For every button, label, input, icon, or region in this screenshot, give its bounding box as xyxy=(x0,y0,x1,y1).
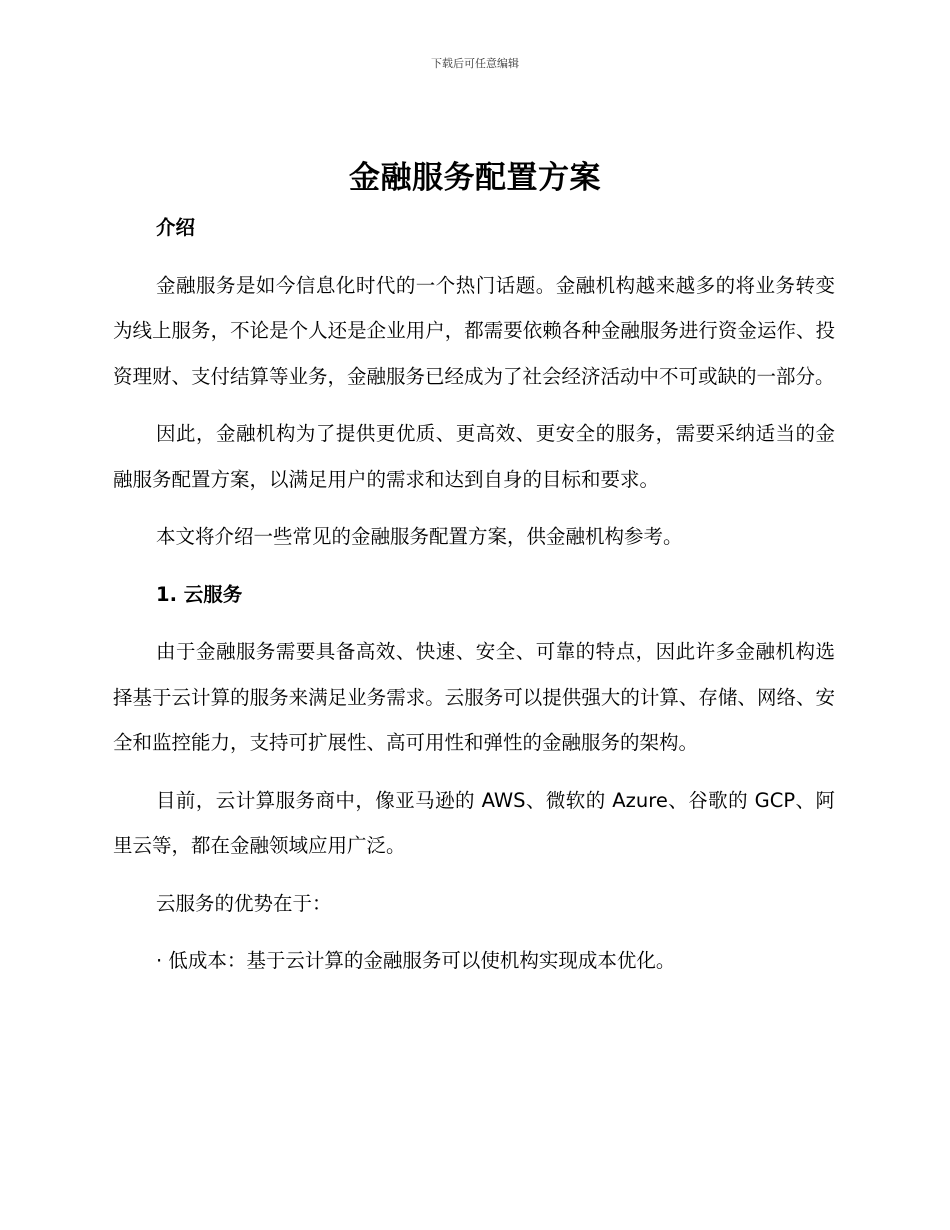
section-heading-intro: 介绍 xyxy=(156,216,196,239)
section-heading-cloud: 1. 云服务 xyxy=(156,582,243,606)
paragraph: 云服务的优势在于： xyxy=(156,891,332,915)
bullet-item: · 低成本：基于云计算的金融服务可以使机构实现成本优化。 xyxy=(156,949,676,972)
paragraph: 本文将介绍一些常见的金融服务配置方案，供金融机构参考。 xyxy=(156,525,683,548)
document-title: 金融服务配置方案 xyxy=(349,160,601,196)
paragraph: 因此，金融机构为了提供更优质、更高效、更安全的服务，需要采纳适当的金融服务配置方案，以满足用户的需求和达到自身的目标和要求。 xyxy=(113,422,835,491)
document-body xyxy=(113,205,835,984)
paragraph: 金融服务是如今信息化时代的一个热门话题。金融机构越来越多的将业务转变为线上服务，不论是个人还是企业用户，都需要依赖各种金融服务进行资金运作、投资理财、支付结算等业务，金融服务已经成为了社会经济活动中不可或缺的一部分。 xyxy=(113,273,835,388)
header-note: 下载后可任意编辑 xyxy=(431,57,519,70)
paragraph: 目前，云计算服务商中，像亚马逊的 AWS、微软的 Azure、谷歌的 GCP、阿里云等，都在金融领域应用广泛。 xyxy=(113,788,835,857)
paragraph: 由于金融服务需要具备高效、快速、安全、可靠的特点，因此许多金融机构选择基于云计算的服务来满足业务需求。云服务可以提供强大的计算、存储、网络、安全和监控能力，支持可扩展性、高可用性和弹性的金融服务的架构。 xyxy=(113,640,835,754)
